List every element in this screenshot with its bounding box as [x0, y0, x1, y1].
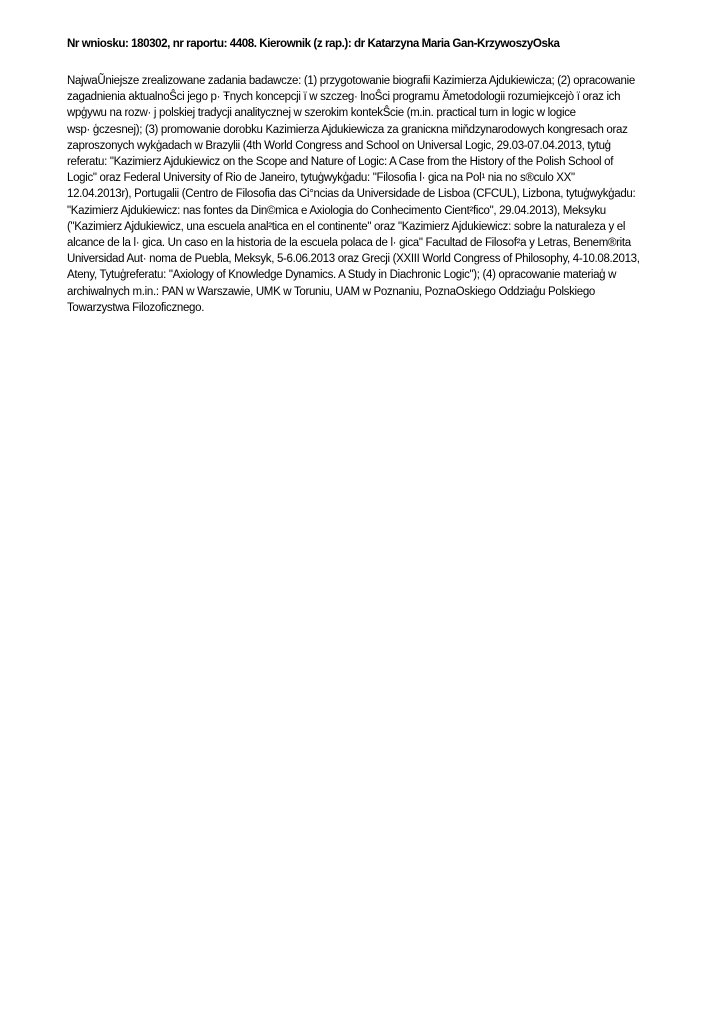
body-line: Ateny, Tytuģreferatu: "Axiology of Knowledge Dynamics. A Study in Diachronic Logic"); (4) opracowanie materiaģ w	[67, 269, 617, 282]
body-line: NajwaŨniejsze zrealizowane zadania badawcze: (1) przygotowanie biografii Kazimierza Ajdukiewicza; (2) opracowanie	[67, 75, 635, 87]
body-line: Universidad Aut· noma de Puebla, Meksyk, 5-6.06.2013 oraz Grecji (XXIII World Congress of Philosophy, 4-10.08.2013,	[67, 253, 640, 266]
body-line: Logic" oraz Federal University of Rio de Janeiro, tytuģwykģadu: "Filosofia l· gica na Pol¹ nia no s®culo XX"	[67, 172, 575, 185]
body-line: "Kazimierz Ajdukiewicz: nas fontes da Din©mica e Axiologia do Conhecimento Cient²fico", 29.04.2013), Meksyku	[67, 204, 606, 217]
body-line: 12.04.2013r), Portugalii (Centro de Filosofia das Ci°ncias da Universidade de Lisboa (CFCUL), Lizbona, tytuģwykģadu:	[67, 188, 636, 201]
body-line: alcance de la l· gica. Un caso en la historia de la escuela polaca de l· gica" Facultad de Filosof²a y Letras, Benem®rita	[67, 237, 631, 250]
report-body	[67, 73, 692, 316]
body-line: referatu: "Kazimierz Ajdukiewicz on the Scope and Nature of Logic: A Case from the History of the Polish School of	[67, 156, 614, 169]
body-line: wpģywu na rozw· j polskiej tradycji analitycznej w szerokim kontekŜcie (m.in. practical turn in logic w logice	[67, 107, 576, 120]
body-line: Towarzystwa Filozoficznego.	[67, 301, 205, 314]
body-line: zagadnienia aktualnoŜci jego p· Ŧnych koncepcji ï w szczeg· lnoŜci programu Ämetodologii rozumiejĸcejò ï oraz ich	[67, 91, 621, 104]
body-line: zaproszonych wykģadach w Brazylii (4th World Congress and School on Universal Logic, 29.03-07.04.2013, tytuģ	[67, 139, 611, 152]
report-heading: Nr wniosku: 180302, nr raportu: 4408. Kierownik (z rap.): dr Katarzyna Maria Gan-KrzywoszyOska	[67, 37, 560, 50]
body-line: ("Kazimierz Ajdukiewicz, una escuela anal²tica en el continente" oraz "Kazimierz Ajdukiewicz: sobre la naturaleza y el	[67, 220, 626, 233]
body-line: wsp· ģczesnej); (3) promowanie dorobku Kazimierza Ajdukiewicza za granicĸna miňdzynarodowych kongresach oraz	[67, 123, 628, 136]
body-line: archiwalnych m.in.: PAN w Warszawie, UMK w Toruniu, UAM w Poznaniu, PoznaOskiego Oddziaģu Polskiego	[67, 285, 596, 298]
